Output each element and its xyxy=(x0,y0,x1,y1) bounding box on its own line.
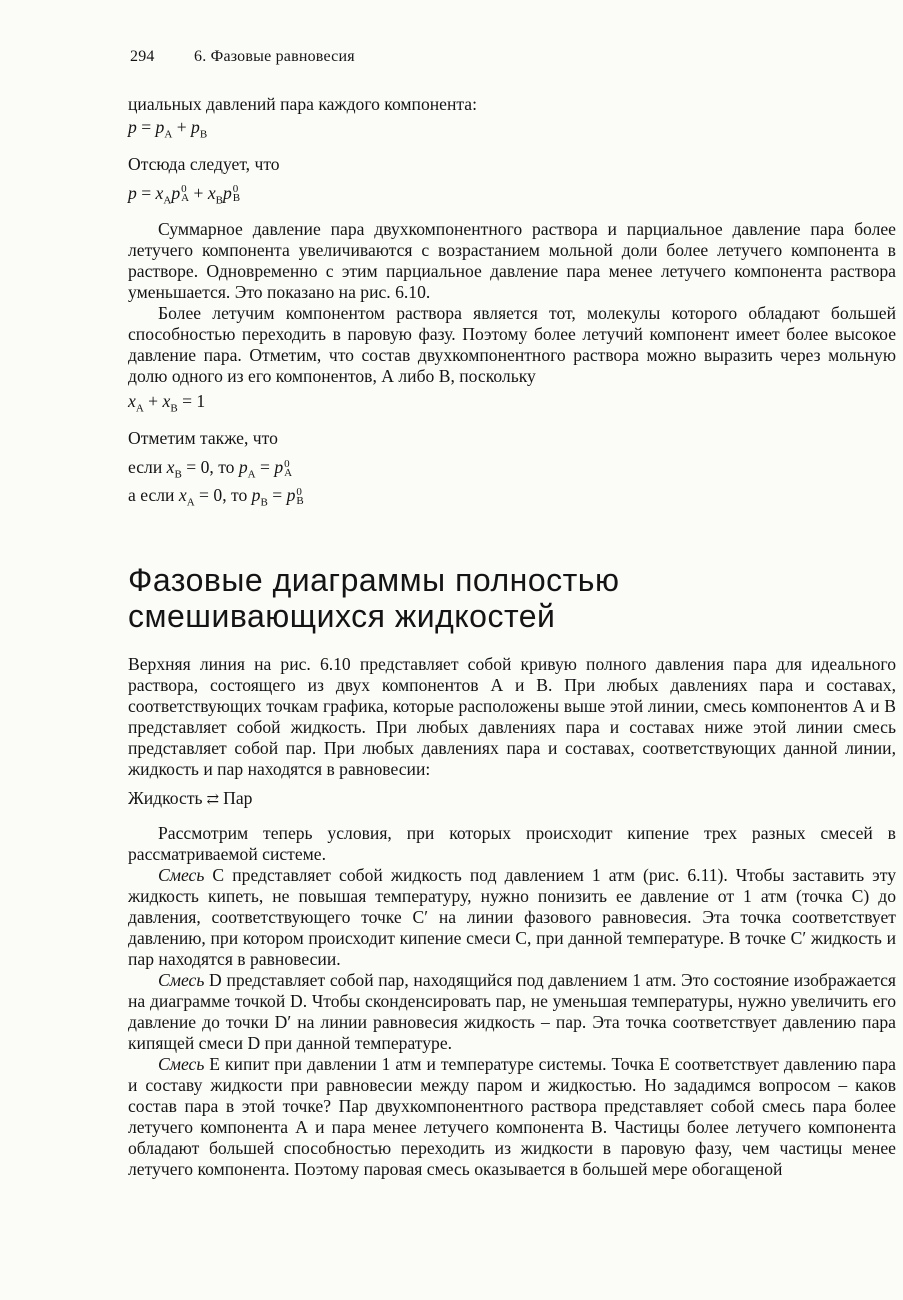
note-also-text: Отметим также, что xyxy=(128,427,278,448)
running-head xyxy=(130,48,355,66)
paragraph-mixture-e: Смесь Е кипит при давлении 1 атм и температуре системы. Точка E соответствует давлению пара и составу жидкости при равновесии между паром и жидкостью. Но зададимся вопросом – каков состав пара в этой точке? Пар двухкомпонентного раствора представляет собой смесь пара более летучего компонента А и пара менее летучего компонента В. Частицы более летучего компонента обладают большей способностью переходить из жидкости в паровую фазу, чем частицы менее летучего компонента. Поэтому паровая смесь оказывается в большей мере обогащеной xyxy=(128,1053,896,1179)
chapter-title: 6. Фазовые равновесия xyxy=(194,48,355,65)
page-number: 294 xyxy=(130,48,155,65)
page-body xyxy=(128,94,896,1180)
paragraph-mixture-c: Смесь С представляет собой жидкость под давлением 1 атм (рис. 6.11). Чтобы заставить эту жидкость кипеть, не повышая температуру, нужно понизить ее давление от 1 атм (точка C) до давления, соответствующего точке C′ на линии фазового равновесия. Эта точка соответствует давлению, при котором происходит кипение смеси С, при данной температуре. В точке C′ жидкость и пар находятся в равновесии. xyxy=(128,864,896,969)
follows-text: Отсюда следует, что xyxy=(128,153,280,174)
formula-raoult: $p = x_Ap$ 0 A + $x_Bp$ 0 B xyxy=(128,182,241,207)
paragraph-volatile-component: Более летучим компонентом раствора является тот, молекулы которого обладают большей способностью переходить в паровую фазу. Поэтому более летучий компонент имеет более высокое давление пара. Отметим, что состав двухкомпонентного раствора можно выразить через мольную долю одного из его компонентов, А либо В, поскольку xyxy=(128,303,896,387)
formula-mole-fractions: $x_A + x_B = 1$ xyxy=(128,391,206,415)
formula-total-pressure: $p = p_A + p_B$ xyxy=(128,117,208,141)
intro-line: циальных давлений пара каждого компонента: xyxy=(128,94,477,114)
section-title: Фазовые диаграммы полностью смешивающихся жидкостей xyxy=(128,561,620,634)
paragraph-upper-line: Верхняя линия на рис. 6.10 представляет собой кривую полного давления пара для идеального раствора, состоящего из двух компонентов А и В. При любых давлениях пара и составах, соответствующих точкам графика, которые расположены выше этой линии, смесь компонентов А и В представляет собой жидкость. При любых давлениях пара и составах ниже этой линии смесь представляет собой пар. При любых давлениях пара и составах, соответствующих данной линии, жидкость и пар находятся в равновесии: xyxy=(128,653,896,779)
condition-xa-zero: а если $x_A = 0$, то $p_B = p$ 0 B xyxy=(128,485,304,509)
paragraph-mixture-d: Смесь D представляет собой пар, находящийся под давлением 1 атм. Это состояние изображается на диаграмме точкой D. Чтобы сконденсировать пар, не уменьшая температуры, нужно увеличить его давление до точки D′ на линии равновесия жидкость – пар. Эта точка соответствует давлению пара кипящей смеси D при данной температуре. xyxy=(128,969,896,1053)
equilibrium-arrows-icon: ⇄ xyxy=(206,791,220,808)
paragraph-three-mixtures: Рассмотрим теперь условия, при которых происходит кипение трех разных смесей в рассматриваемой системе. xyxy=(128,822,896,864)
condition-xb-zero: если $x_B = 0$, то $p_A = p$ 0 A xyxy=(128,456,293,481)
equilibrium-liquid-vapor: Жидкость ⇄ Пар xyxy=(128,787,253,808)
paragraph-total-pressure: Суммарное давление пара двухкомпонентного раствора и парциальное давление пара более летучего компонента увеличиваются с возрастанием мольной доли более летучего компонента в растворе. Одновременно с этим парциальное давление пара менее летучего компонента раствора уменьшается. Это показано на рис. 6.10. xyxy=(128,219,896,303)
